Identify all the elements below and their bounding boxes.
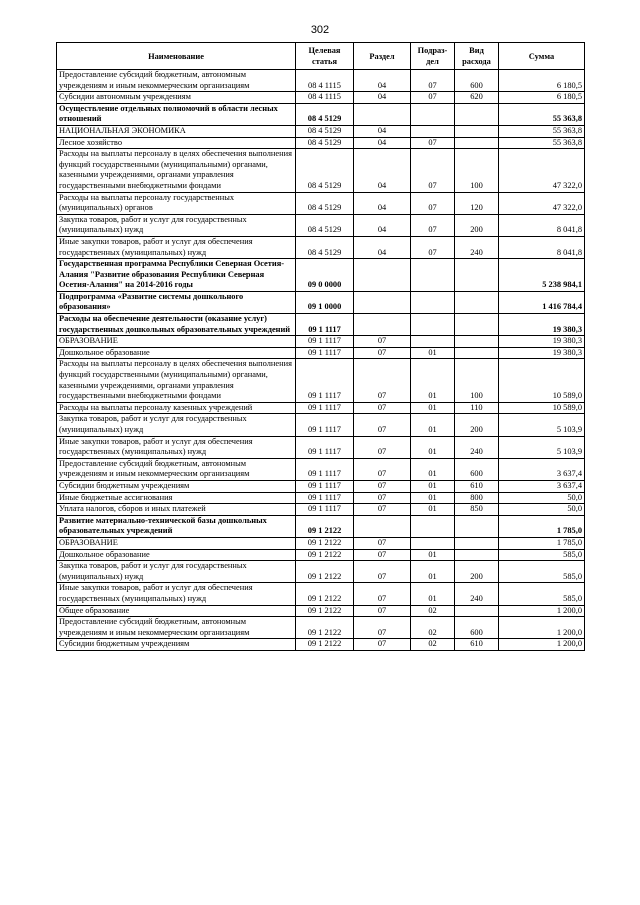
- table-row: [57, 336, 585, 348]
- cell-name: Расходы на выплаты персоналу государственных (муниципальных) органов: [57, 192, 296, 214]
- cell-code: 09 1 2122: [296, 605, 354, 617]
- cell-expense-type: [455, 515, 499, 537]
- cell-sum: 55 363,8: [499, 125, 585, 137]
- cell-code: 09 1 1117: [296, 336, 354, 348]
- cell-sum: 55 363,8: [499, 137, 585, 149]
- cell-section: [354, 291, 411, 313]
- table-row: [57, 92, 585, 104]
- cell-subsection: 07: [411, 192, 455, 214]
- cell-sum: 585,0: [499, 561, 585, 583]
- table-row: [57, 70, 585, 92]
- cell-code: 09 1 1117: [296, 402, 354, 414]
- cell-expense-type: 240: [455, 236, 499, 258]
- cell-code: 08 4 5129: [296, 149, 354, 192]
- cell-subsection: 02: [411, 617, 455, 639]
- cell-name: Иные закупки товаров, работ и услуг для обеспечения государственных (муниципальных) нужд: [57, 583, 296, 605]
- cell-code: 09 1 1117: [296, 492, 354, 504]
- cell-subsection: [411, 125, 455, 137]
- table-row: [57, 504, 585, 516]
- cell-expense-type: [455, 537, 499, 549]
- cell-sum: 585,0: [499, 549, 585, 561]
- cell-subsection: [411, 103, 455, 125]
- cell-code: 09 1 1117: [296, 347, 354, 359]
- cell-name: Предоставление субсидий бюджетным, автономным учреждениям и иным некоммерческим организациям: [57, 617, 296, 639]
- cell-subsection: 07: [411, 214, 455, 236]
- cell-expense-type: 100: [455, 149, 499, 192]
- cell-code: 09 1 2122: [296, 617, 354, 639]
- cell-expense-type: 240: [455, 436, 499, 458]
- cell-section: 07: [354, 549, 411, 561]
- cell-subsection: 02: [411, 639, 455, 651]
- cell-code: 09 1 2122: [296, 639, 354, 651]
- cell-section: 07: [354, 347, 411, 359]
- cell-code: 08 4 1115: [296, 70, 354, 92]
- cell-expense-type: [455, 137, 499, 149]
- cell-code: 08 4 5129: [296, 137, 354, 149]
- cell-name: Закупка товаров, работ и услуг для государственных (муниципальных) нужд: [57, 214, 296, 236]
- cell-name: Иные закупки товаров, работ и услуг для обеспечения государственных (муниципальных) нужд: [57, 236, 296, 258]
- cell-subsection: [411, 314, 455, 336]
- cell-subsection: 01: [411, 436, 455, 458]
- cell-section: 04: [354, 125, 411, 137]
- cell-expense-type: [455, 336, 499, 348]
- table-row: [57, 236, 585, 258]
- table-row: [57, 537, 585, 549]
- cell-expense-type: 800: [455, 492, 499, 504]
- cell-section: 07: [354, 605, 411, 617]
- cell-subsection: 01: [411, 402, 455, 414]
- cell-subsection: [411, 291, 455, 313]
- cell-section: [354, 314, 411, 336]
- table-row: [57, 617, 585, 639]
- cell-sum: 3 637,4: [499, 458, 585, 480]
- table-row: [57, 492, 585, 504]
- cell-code: 09 1 1117: [296, 458, 354, 480]
- cell-name: Закупка товаров, работ и услуг для государственных (муниципальных) нужд: [57, 561, 296, 583]
- cell-subsection: [411, 259, 455, 292]
- cell-code: 09 1 1117: [296, 480, 354, 492]
- cell-sum: 10 589,0: [499, 402, 585, 414]
- cell-sum: 5 238 984,1: [499, 259, 585, 292]
- cell-expense-type: 600: [455, 458, 499, 480]
- table-row: [57, 605, 585, 617]
- header-name: Наименование: [57, 43, 296, 70]
- cell-name: Расходы на выплаты персоналу казенных учреждений: [57, 402, 296, 414]
- cell-name: Подпрограмма «Развитие системы дошкольного образования»: [57, 291, 296, 313]
- cell-name: Иные закупки товаров, работ и услуг для обеспечения государственных (муниципальных) нужд: [57, 436, 296, 458]
- budget-table: [56, 42, 585, 651]
- cell-sum: 1 200,0: [499, 605, 585, 617]
- cell-sum: 47 322,0: [499, 192, 585, 214]
- table-header-row: [57, 43, 585, 70]
- cell-expense-type: 600: [455, 617, 499, 639]
- table-row: [57, 149, 585, 192]
- table-row: [57, 639, 585, 651]
- cell-sum: 6 180,5: [499, 70, 585, 92]
- cell-sum: 3 637,4: [499, 480, 585, 492]
- cell-code: 09 1 2122: [296, 561, 354, 583]
- table-row: [57, 561, 585, 583]
- cell-section: 07: [354, 402, 411, 414]
- cell-code: 09 1 2122: [296, 537, 354, 549]
- cell-code: 08 4 5129: [296, 125, 354, 137]
- cell-sum: 6 180,5: [499, 92, 585, 104]
- table-row: [57, 259, 585, 292]
- cell-code: 09 0 0000: [296, 259, 354, 292]
- table-body: [57, 70, 585, 651]
- cell-name: Субсидии бюджетным учреждениям: [57, 639, 296, 651]
- cell-expense-type: 120: [455, 192, 499, 214]
- cell-code: 09 1 1117: [296, 414, 354, 436]
- cell-expense-type: 850: [455, 504, 499, 516]
- cell-expense-type: [455, 103, 499, 125]
- cell-subsection: 01: [411, 504, 455, 516]
- cell-subsection: 01: [411, 549, 455, 561]
- cell-name: Иные бюджетные ассигнования: [57, 492, 296, 504]
- cell-section: 04: [354, 70, 411, 92]
- cell-subsection: 07: [411, 92, 455, 104]
- cell-sum: 1 785,0: [499, 515, 585, 537]
- cell-name: Государственная программа Республики Северная Осетия-Алания "Развитие образования Республики Северная Осетия-Алания" на 2014-2016 годы: [57, 259, 296, 292]
- cell-name: Расходы на выплаты персоналу в целях обеспечения выполнения функций государственными (муниципальными) органами, казенными учреждениями, органами управления государственными внебюджетными фондами: [57, 359, 296, 402]
- table-row: [57, 480, 585, 492]
- table-row: [57, 314, 585, 336]
- cell-name: Расходы на выплаты персоналу в целях обеспечения выполнения функций государственными (муниципальными) органами, казенными учреждениями, органами управления государственными внебюджетными фондами: [57, 149, 296, 192]
- cell-section: [354, 259, 411, 292]
- header-sum: Сумма: [499, 43, 585, 70]
- page-number: 302: [310, 24, 330, 36]
- cell-sum: 10 589,0: [499, 359, 585, 402]
- cell-name: Общее образование: [57, 605, 296, 617]
- cell-expense-type: 610: [455, 639, 499, 651]
- cell-name: Предоставление субсидий бюджетным, автономным учреждениям и иным некоммерческим организациям: [57, 70, 296, 92]
- cell-code: 09 1 2122: [296, 515, 354, 537]
- cell-sum: 1 416 784,4: [499, 291, 585, 313]
- cell-subsection: 01: [411, 583, 455, 605]
- cell-subsection: 07: [411, 236, 455, 258]
- cell-expense-type: [455, 291, 499, 313]
- cell-sum: 19 380,3: [499, 336, 585, 348]
- cell-section: 04: [354, 192, 411, 214]
- cell-code: 08 4 5129: [296, 192, 354, 214]
- cell-subsection: 01: [411, 359, 455, 402]
- cell-subsection: [411, 537, 455, 549]
- cell-name: Осуществление отдельных полномочий в области лесных отношений: [57, 103, 296, 125]
- cell-name: Дошкольное образование: [57, 347, 296, 359]
- table-row: [57, 347, 585, 359]
- cell-section: 07: [354, 561, 411, 583]
- cell-section: 07: [354, 436, 411, 458]
- table-row: [57, 137, 585, 149]
- cell-sum: 8 041,8: [499, 214, 585, 236]
- cell-section: [354, 515, 411, 537]
- cell-section: 04: [354, 92, 411, 104]
- cell-subsection: 01: [411, 492, 455, 504]
- cell-code: 09 1 2122: [296, 583, 354, 605]
- cell-sum: 1 200,0: [499, 617, 585, 639]
- header-expense-type: Вид расхода: [455, 43, 499, 70]
- cell-name: ОБРАЗОВАНИЕ: [57, 336, 296, 348]
- table-row: [57, 402, 585, 414]
- header-code: Целевая статья: [296, 43, 354, 70]
- cell-expense-type: [455, 314, 499, 336]
- cell-expense-type: 620: [455, 92, 499, 104]
- cell-name: Развитие материально-технической базы дошкольных образовательных учреждений: [57, 515, 296, 537]
- cell-code: 08 4 5129: [296, 214, 354, 236]
- table-row: [57, 125, 585, 137]
- cell-section: 07: [354, 458, 411, 480]
- cell-sum: 1 785,0: [499, 537, 585, 549]
- table-row: [57, 291, 585, 313]
- cell-section: 07: [354, 336, 411, 348]
- cell-section: 07: [354, 504, 411, 516]
- cell-subsection: 01: [411, 561, 455, 583]
- cell-section: 07: [354, 480, 411, 492]
- cell-sum: 8 041,8: [499, 236, 585, 258]
- cell-code: 09 1 2122: [296, 549, 354, 561]
- cell-section: 07: [354, 492, 411, 504]
- cell-sum: 55 363,8: [499, 103, 585, 125]
- cell-name: Предоставление субсидий бюджетным, автономным учреждениям и иным некоммерческим организациям: [57, 458, 296, 480]
- cell-name: Закупка товаров, работ и услуг для государственных (муниципальных) нужд: [57, 414, 296, 436]
- table-row: [57, 549, 585, 561]
- cell-name: НАЦИОНАЛЬНАЯ ЭКОНОМИКА: [57, 125, 296, 137]
- cell-sum: 50,0: [499, 492, 585, 504]
- cell-sum: 5 103,9: [499, 436, 585, 458]
- cell-subsection: 01: [411, 458, 455, 480]
- table-row: [57, 103, 585, 125]
- cell-sum: 5 103,9: [499, 414, 585, 436]
- cell-sum: 47 322,0: [499, 149, 585, 192]
- cell-subsection: 01: [411, 480, 455, 492]
- table-row: [57, 214, 585, 236]
- cell-code: 09 1 1117: [296, 314, 354, 336]
- cell-sum: 1 200,0: [499, 639, 585, 651]
- cell-code: 08 4 5129: [296, 236, 354, 258]
- cell-expense-type: [455, 259, 499, 292]
- cell-name: Лесное хозяйство: [57, 137, 296, 149]
- cell-expense-type: [455, 125, 499, 137]
- table-row: [57, 414, 585, 436]
- cell-subsection: 07: [411, 137, 455, 149]
- cell-section: [354, 103, 411, 125]
- cell-expense-type: [455, 347, 499, 359]
- cell-code: 09 1 1117: [296, 504, 354, 516]
- cell-name: Расходы на обеспечение деятельности (оказание услуг) государственных дошкольных образовательных учреждений: [57, 314, 296, 336]
- cell-subsection: [411, 515, 455, 537]
- cell-section: 07: [354, 639, 411, 651]
- cell-expense-type: 600: [455, 70, 499, 92]
- cell-expense-type: 110: [455, 402, 499, 414]
- cell-name: ОБРАЗОВАНИЕ: [57, 537, 296, 549]
- cell-name: Субсидии автономным учреждениям: [57, 92, 296, 104]
- cell-section: 04: [354, 236, 411, 258]
- cell-section: 07: [354, 583, 411, 605]
- cell-expense-type: 240: [455, 583, 499, 605]
- header-subsection: Подраз- дел: [411, 43, 455, 70]
- cell-sum: 19 380,3: [499, 314, 585, 336]
- cell-expense-type: [455, 605, 499, 617]
- cell-subsection: 01: [411, 414, 455, 436]
- cell-subsection: [411, 336, 455, 348]
- cell-subsection: 07: [411, 70, 455, 92]
- cell-expense-type: [455, 549, 499, 561]
- cell-code: 09 1 0000: [296, 291, 354, 313]
- table-row: [57, 458, 585, 480]
- cell-section: 07: [354, 414, 411, 436]
- table-row: [57, 436, 585, 458]
- cell-section: 07: [354, 537, 411, 549]
- cell-sum: 50,0: [499, 504, 585, 516]
- cell-expense-type: 100: [455, 359, 499, 402]
- cell-subsection: 02: [411, 605, 455, 617]
- cell-name: Дошкольное образование: [57, 549, 296, 561]
- cell-code: 08 4 5129: [296, 103, 354, 125]
- cell-expense-type: 200: [455, 561, 499, 583]
- cell-expense-type: 200: [455, 214, 499, 236]
- cell-section: 07: [354, 617, 411, 639]
- table-row: [57, 583, 585, 605]
- table-row: [57, 359, 585, 402]
- cell-section: 07: [354, 359, 411, 402]
- cell-subsection: 07: [411, 149, 455, 192]
- cell-section: 04: [354, 214, 411, 236]
- cell-sum: 585,0: [499, 583, 585, 605]
- cell-sum: 19 380,3: [499, 347, 585, 359]
- cell-code: 08 4 1115: [296, 92, 354, 104]
- table-row: [57, 192, 585, 214]
- table-row: [57, 515, 585, 537]
- cell-expense-type: 610: [455, 480, 499, 492]
- cell-name: Уплата налогов, сборов и иных платежей: [57, 504, 296, 516]
- header-section: Раздел: [354, 43, 411, 70]
- cell-subsection: 01: [411, 347, 455, 359]
- cell-code: 09 1 1117: [296, 359, 354, 402]
- cell-section: 04: [354, 149, 411, 192]
- cell-name: Субсидии бюджетным учреждениям: [57, 480, 296, 492]
- cell-expense-type: 200: [455, 414, 499, 436]
- cell-section: 04: [354, 137, 411, 149]
- cell-code: 09 1 1117: [296, 436, 354, 458]
